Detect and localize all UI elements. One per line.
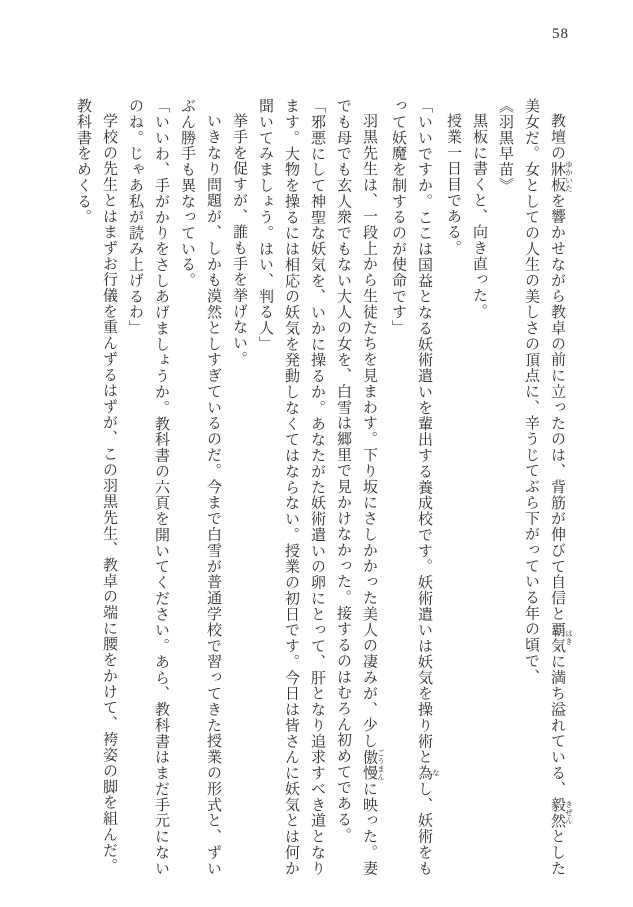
ruby-annotated-word: 覇気 はき	[549, 621, 574, 654]
ruby-annotated-word: 為 な	[416, 764, 441, 781]
paragraph: 教壇の牀板 ゆかいたを響かせながら教卓の前に立ったのは、背筋が伸びて自信と覇気 はきに満ち溢れている、毅然 きぜんとした美女だ。女としての人生の美しさの頂点に、辛うじてぶら下がっている年の頃で、	[523, 98, 574, 876]
paragraph: 「邪悪にして神聖な妖気を、いかに操るか。あなたがた妖術遣いの卵にとって、肝となり追求すべき道となります。大物を操るには相応の妖気を発動しなくてはならない。授業の初日です。今日は皆さんに妖気とは何か聞いてみましょう。はい、判る人」	[257, 98, 325, 876]
paragraph: 授業一日目である。	[445, 113, 461, 256]
paragraph: 挙手を促すが、誰も手を挙げない。	[231, 113, 247, 367]
paragraph: 「いいですか。ここは国益となる妖術遣いを輩出する養成校です。妖術遣いは妖気を操り術と為 なし、妖術をもって妖魔を制するのが使命です」	[390, 98, 441, 877]
ruby-annotated-word: 毅然 きぜん	[549, 796, 574, 829]
page-number: 58	[552, 26, 569, 42]
ruby-annotated-word: 傲慢 ごうまん	[361, 748, 386, 781]
vertical-text-body	[70, 98, 573, 876]
ruby-annotated-word: 牀板 ゆかいた	[549, 160, 574, 193]
paragraph: 教科書をめくる。	[75, 98, 91, 225]
paragraph: いきなり問題が、しかも漠然としすぎているのだ。今まで白雪が普通学校で習ってきた授業の形式と、ずいぶん勝手も異なっている。	[179, 98, 221, 876]
paragraph: 羽黒先生は、一段上から生徒たちを見まわす。下り坂にさしかかった美人の凄みが、少し傲慢 ごうまんに映った。妻でも母でも玄人衆でもない大人の女を、白雪は郷里で見かけなかった。接するのはむろん初めてである。	[335, 98, 386, 876]
paragraph: 《羽黒早苗》	[497, 98, 513, 194]
paragraph: 黒板に書くと、向き直った。	[471, 113, 487, 320]
paragraph: 学校の先生とはまずお行儀を重んずるはずが、この羽黒先生、教卓の端に腰をかけて、袴姿の脚を組んだ。	[101, 113, 117, 874]
paragraph: 「いいわ、手がかりをさしあげましょうか。教科書の六頁を開いてください。あら、教科書はまだ手元にないのね。じゃあ私が読み上げるわ」	[127, 98, 169, 876]
